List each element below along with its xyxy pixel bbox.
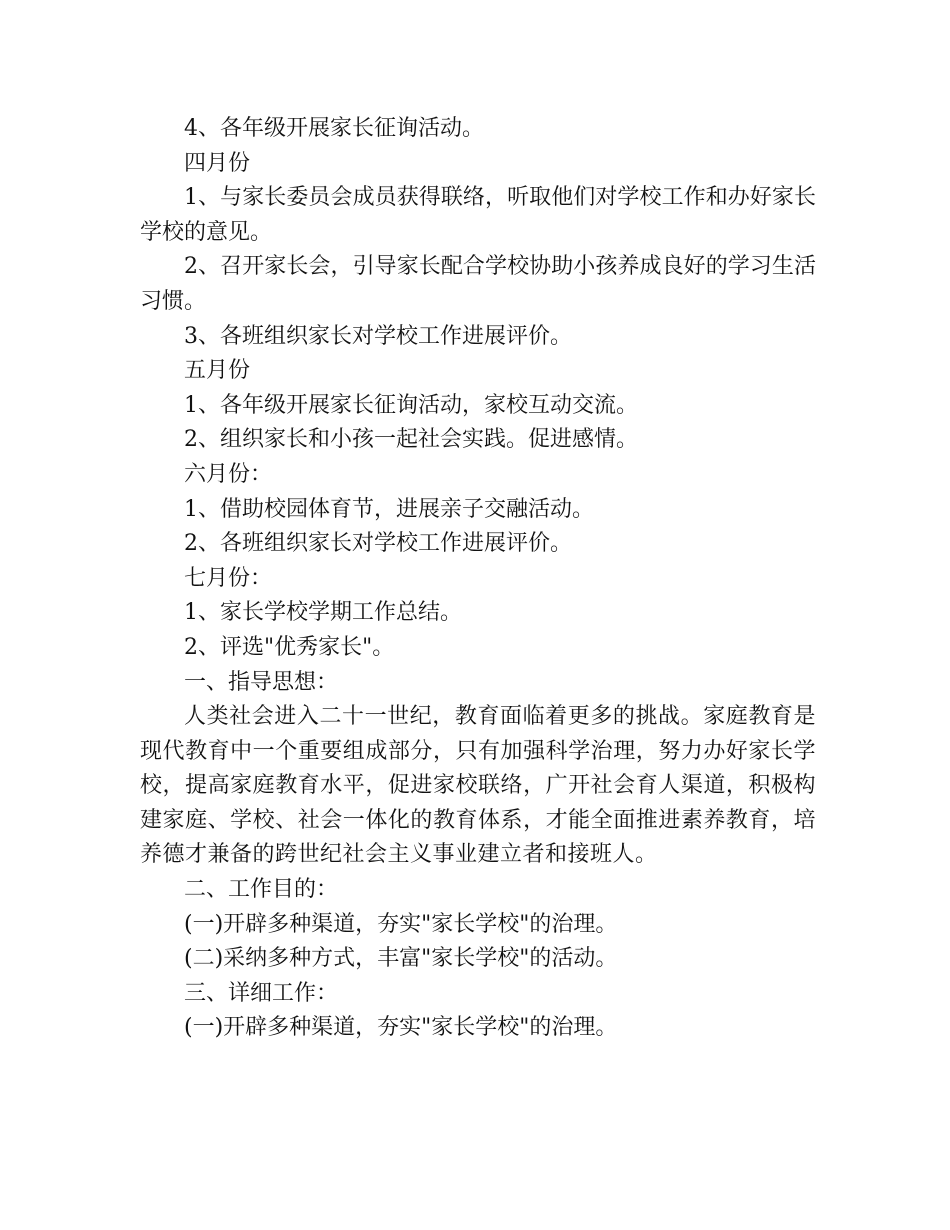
list-item: 4、各年级开展家长征询活动。 — [184, 116, 484, 141]
section-heading: 一、指导思想： — [184, 669, 339, 695]
list-item: 1、家长学校学期工作总结。 — [184, 600, 462, 626]
list-item: 2、召开家长会，引导家长配合学校协助小孩养成良好的学习生活习惯。 — [140, 254, 816, 314]
list-item: (一)开辟多种渠道，夯实"家长学校"的治理。 — [184, 1015, 618, 1041]
list-item: 3、各班组织家长对学校工作进展评价。 — [184, 323, 572, 349]
list-item: 2、评选"优秀家长"。 — [184, 634, 395, 660]
section-heading: 三、详细工作： — [184, 980, 339, 1006]
list-item: 2、组织家长和小孩一起社会实践。促进感情。 — [184, 427, 638, 453]
list-item: 2、各班组织家长对学校工作进展评价。 — [184, 531, 572, 557]
document-body — [140, 112, 816, 1046]
list-item: (一)开辟多种渠道，夯实"家长学校"的治理。 — [184, 911, 618, 937]
body-paragraph: 人类社会进入二十一世纪，教育面临着更多的挑战。家庭教育是现代教育中一个重要组成部分，只有加强科学治理，努力办好家长学校，提高家庭教育水平，促进家校联络，广开社会育人渠道，积极构建家庭、学校、社会一体化的教育体系，才能全面推进素养教育，培养德才兼备的跨世纪社会主义事业建立者和接班人。 — [140, 704, 816, 868]
list-item: (二)采纳多种方式，丰富"家长学校"的活动。 — [184, 946, 618, 972]
section-heading: 二、工作目的： — [184, 877, 339, 903]
list-item: 1、各年级开展家长征询活动，家校互动交流。 — [184, 392, 638, 418]
list-item: 1、借助校园体育节，进展亲子交融活动。 — [184, 496, 594, 522]
section-heading: 六月份： — [184, 461, 273, 487]
section-heading: 五月份 — [184, 358, 251, 384]
section-heading: 四月份 — [184, 150, 251, 176]
list-item: 1、与家长委员会成员获得联络，听取他们对学校工作和办好家长学校的意见。 — [140, 185, 816, 245]
section-heading: 七月份： — [184, 565, 273, 591]
